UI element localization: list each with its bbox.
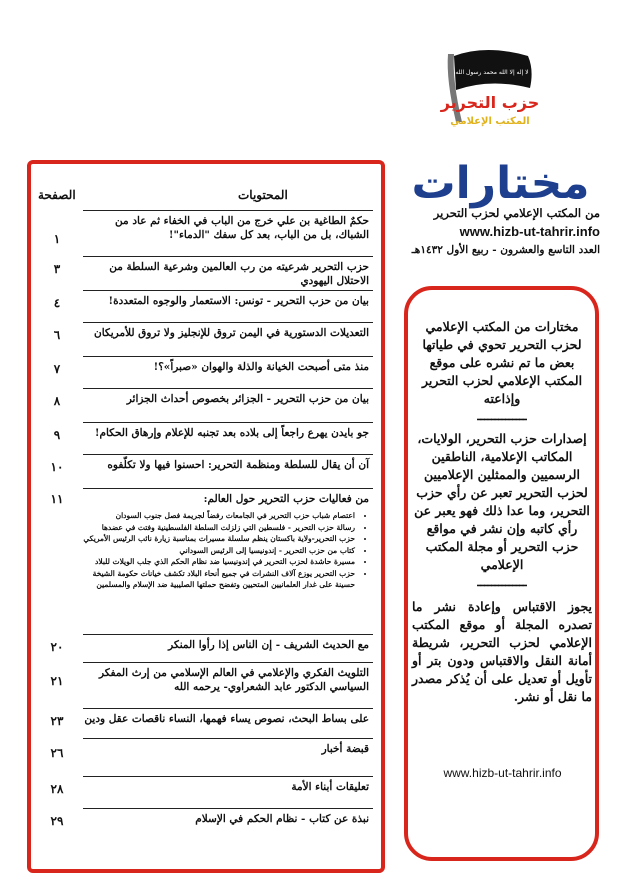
toc-page-number: ٦ <box>53 328 61 342</box>
toc-title: على بساط البحث، نصوص يساء فهمها، النساء ناقصات عقل ودين <box>83 708 373 738</box>
toc-title: التعديلات الدستورية في اليمن تروق للإنجليز ولا تروق للأمريكان <box>83 322 373 352</box>
toc-title <box>83 488 373 632</box>
toc-title: جو بايدن يهرع راجعاً إلى بلاده بعد تجنبه للإعلام وإرهاق الحكام! <box>83 422 373 452</box>
toc-title: بيان من حزب التحرير - الجزائر بخصوص أحداث الجزائر <box>83 388 373 418</box>
toc-page-number: ٢٦ <box>50 746 64 760</box>
list-item: • اعتصام شباب حزب التحرير في الجامعات رفضاً لجريمة فصل جنوب السودان <box>83 510 355 522</box>
publication-issue: العدد التاسع والعشرون - ربيع الأول ١٤٣٢هـ <box>411 244 600 256</box>
toc-title: منذ متى أصبحت الخيانة والذلة والهوان «صبراً»؟! <box>83 356 373 386</box>
toc-page-number: ٧ <box>53 362 61 376</box>
toc-title: آن أن يقال للسلطة ومنظمة التحرير: احسنوا فيها ولا تكلّفوه <box>83 454 373 484</box>
list-item: • حزب التحرير يوزع آلاف النشرات في جميع أنحاء البلاد تكشف خيانات حكومة الشيخة حسينة على غدار العلمانيين المتحيين وتفضح حملتها الصليبية ضد الإسلام والمسلمين <box>83 568 355 591</box>
toc-page-number: ٢٩ <box>50 814 64 828</box>
toc-title: بيان من حزب التحرير - تونس: الاستعمار والوجوه المتعددة! <box>83 290 373 320</box>
toc-title: تعليقات أبناء الأمة <box>83 776 373 806</box>
brand-title: مختارات <box>411 158 590 209</box>
toc-activities-list <box>83 510 369 591</box>
about-divider: ــــــــــــــ <box>477 409 527 423</box>
toc-page-number: ٢٨ <box>50 782 64 796</box>
toc-title: نبذة عن كتاب - نظام الحكم في الإسلام <box>83 808 373 838</box>
about-permission: يجوز الاقتباس وإعادة نشر ما تصدره المجلة أو موقع المكتب الإعلامي لحزب التحرير، شريطة أمانة النقل والاقتباس ودون بتر أو تأويل أو تعديل على أن يُذكر مصدر ما نقل أو نشر. <box>412 599 592 704</box>
toc-page-number: ١١ <box>50 492 64 506</box>
toc-activities-heading: من فعاليات حزب التحرير حول العالم: <box>203 493 369 505</box>
toc-page-number: ٢٣ <box>50 714 64 728</box>
toc-page-number: ٩ <box>53 428 61 442</box>
publication-source: من المكتب الإعلامي لحزب التحرير <box>433 206 600 220</box>
toc-header-title: المحتويات <box>238 188 288 202</box>
list-item: • كتاب من حزب التحرير - إندونيسيا إلى الرئيس السوداني <box>83 545 355 557</box>
toc-page-number: ١٠ <box>50 460 64 474</box>
toc-page-number: ٣ <box>53 262 61 276</box>
toc-page-number: ١ <box>53 232 61 246</box>
publication-url[interactable]: www.hizb-ut-tahrir.info <box>459 224 600 239</box>
toc-title: مع الحديث الشريف - إن الناس إذا رأوا المنكر <box>83 634 373 662</box>
toc-page-number: ٤ <box>53 296 61 310</box>
toc-header <box>33 188 381 208</box>
toc-page-number: ٨ <box>53 394 61 408</box>
about-intro: مختارات من المكتب الإعلامي لحزب التحرير تحوي في طياتها بعض ما تم نشره على موقع المكتب الإعلامي لحزب التحرير وإذاعته <box>421 319 583 406</box>
list-item: • مسيرة حاشدة لحزب التحرير في إندونيسيا ضد نظام الحكم الذي جلب الويلات للبلاد <box>83 556 355 568</box>
toc-page-number: ٢١ <box>50 674 64 688</box>
toc-title: التلويث الفكري والإعلامي في العالم الإسلامي من إرث المفكر السياسي الدكتور عابد الشعراوي- يرحمه الله <box>83 662 373 706</box>
toc-title: حزب التحرير شرعيته من رب العالمين وشرعية السلطة من الاحتلال اليهودي <box>83 256 373 286</box>
publication-info <box>398 205 600 259</box>
toc-header-page: الصفحة <box>38 188 76 202</box>
about-divider: ــــــــــــــ <box>477 575 527 589</box>
about-statement: إصدارات حزب التحرير، الولايات، المكاتب الإعلامية، الناطقين الرسميين والممثلين الإعلاميين لحزب التحرير تعبر عن رأي حزب التحرير، وما عدا ذلك فهو يعبر عن رأي كاتبه وإن نشر في مواقع حزب التحرير أو مجلة المكتب الإعلامي <box>414 431 590 572</box>
hizb-ut-tahrir-logo <box>440 40 540 140</box>
toc-title: قبضة أخبار <box>83 738 373 772</box>
about-url[interactable]: www.hizb-ut-tahrir.info <box>443 766 562 780</box>
logo-subtitle: المكتب الإعلامي <box>450 116 530 127</box>
toc-title: حكمٌ الطاغية بن علي خرج من الباب في الخفاء ثم عاد من الشباك، بل من الباب، بعد كل سفك "الدماء"! <box>83 210 373 254</box>
logo-banner-text: لا إله إلا الله محمد رسول الله <box>455 69 529 76</box>
about-panel <box>412 318 592 706</box>
list-item: • حزب التحرير-ولاية باكستان ينظم سلسلة مسيرات بمناسبة زيارة نائب الرئيس الأمريكي <box>83 533 355 545</box>
list-item: • رسالة حزب التحرير - فلسطين التي زلزلت السلطة الفلسطينية وفتت في عضدها <box>83 522 355 534</box>
logo-title: حزب التحرير <box>440 93 540 112</box>
toc-page-number: ٢٠ <box>50 640 64 654</box>
